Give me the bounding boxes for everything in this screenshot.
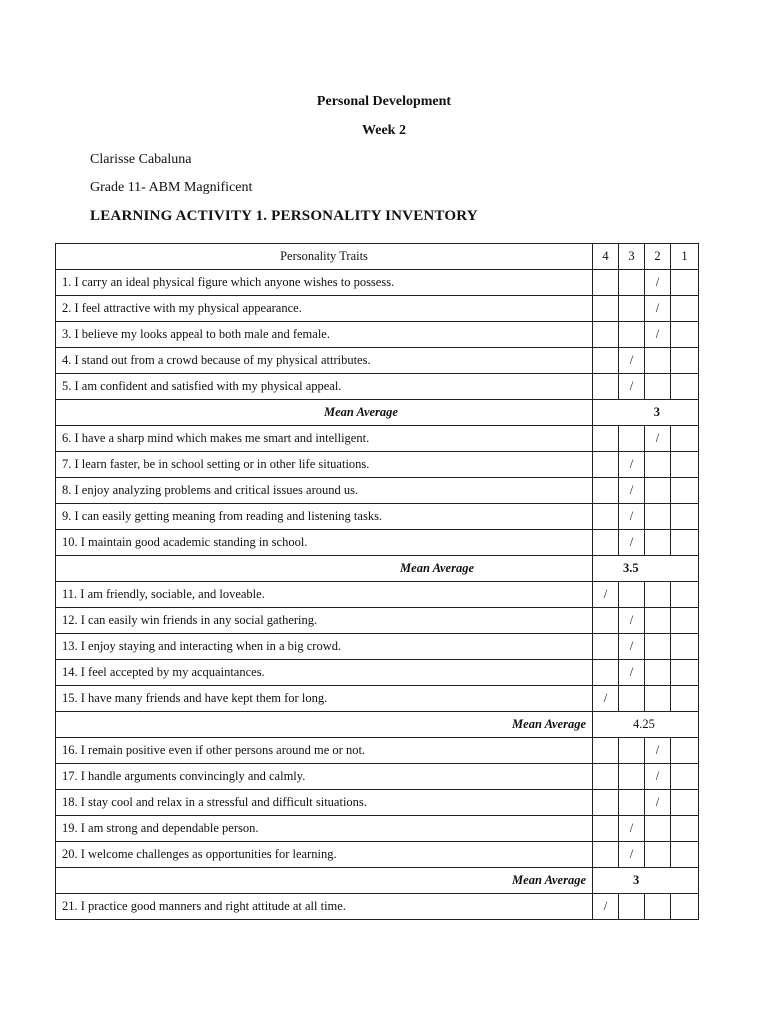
score-1-cell <box>671 426 699 452</box>
score-2-cell <box>645 530 671 556</box>
table-row <box>56 582 699 608</box>
score-1-cell <box>671 738 699 764</box>
trait-text: 13. I enjoy staying and interacting when in a big crowd. <box>56 634 593 660</box>
score-3-cell <box>619 764 645 790</box>
score-1-cell <box>671 634 699 660</box>
score-4-cell <box>593 478 619 504</box>
table-row <box>56 894 699 920</box>
score-4-cell <box>593 816 619 842</box>
table-row <box>56 374 699 400</box>
table-row <box>56 816 699 842</box>
score-2-check-mark: / <box>645 296 671 322</box>
mean-average-label: Mean Average <box>56 400 593 426</box>
score-3-check-mark: / <box>619 608 645 634</box>
score-2-header: 2 <box>645 244 671 270</box>
mean-average-value: 4.25 <box>593 712 699 738</box>
document-title: Personal Development <box>316 94 452 109</box>
mean-average-row <box>56 556 699 582</box>
table-row <box>56 478 699 504</box>
trait-text: 14. I feel accepted by my acquaintances. <box>56 660 593 686</box>
score-4-check-mark: / <box>593 894 619 920</box>
mean-average-value: 3.5 <box>593 556 699 582</box>
score-4-cell <box>593 426 619 452</box>
score-3-check-mark: / <box>619 452 645 478</box>
score-3-check-mark: / <box>619 660 645 686</box>
score-2-cell <box>645 686 671 712</box>
table-row <box>56 426 699 452</box>
score-2-check-mark: / <box>645 322 671 348</box>
score-2-check-mark: / <box>645 764 671 790</box>
score-4-cell <box>593 452 619 478</box>
score-4-cell <box>593 738 619 764</box>
trait-text: 1. I carry an ideal physical figure which anyone wishes to possess. <box>56 270 593 296</box>
score-3-cell <box>619 426 645 452</box>
score-3-check-mark: / <box>619 816 645 842</box>
score-4-check-mark: / <box>593 582 619 608</box>
trait-text: 2. I feel attractive with my physical appearance. <box>56 296 593 322</box>
score-3-cell <box>619 738 645 764</box>
score-3-check-mark: / <box>619 842 645 868</box>
score-2-cell <box>645 374 671 400</box>
score-3-header: 3 <box>619 244 645 270</box>
trait-text: 3. I believe my looks appeal to both male and female. <box>56 322 593 348</box>
trait-text: 11. I am friendly, sociable, and loveable. <box>56 582 593 608</box>
score-1-cell <box>671 270 699 296</box>
trait-text: 4. I stand out from a crowd because of my physical attributes. <box>56 348 593 374</box>
score-2-check-mark: / <box>645 738 671 764</box>
trait-text: 17. I handle arguments convincingly and calmly. <box>56 764 593 790</box>
score-4-check-mark: / <box>593 686 619 712</box>
table-row <box>56 634 699 660</box>
student-name: Clarisse Cabaluna <box>90 152 192 167</box>
score-1-cell <box>671 790 699 816</box>
score-4-cell <box>593 634 619 660</box>
score-2-cell <box>645 660 671 686</box>
score-3-cell <box>619 894 645 920</box>
score-2-cell <box>645 348 671 374</box>
score-3-check-mark: / <box>619 530 645 556</box>
score-1-cell <box>671 582 699 608</box>
score-2-check-mark: / <box>645 790 671 816</box>
score-1-cell <box>671 608 699 634</box>
score-1-cell <box>671 660 699 686</box>
score-4-cell <box>593 270 619 296</box>
score-1-cell <box>671 816 699 842</box>
score-3-cell <box>619 296 645 322</box>
score-2-cell <box>645 842 671 868</box>
score-4-cell <box>593 790 619 816</box>
mean-average-label: Mean Average <box>56 556 593 582</box>
table-row <box>56 270 699 296</box>
score-4-cell <box>593 608 619 634</box>
trait-text: 15. I have many friends and have kept them for long. <box>56 686 593 712</box>
table-row <box>56 660 699 686</box>
trait-text: 6. I have a sharp mind which makes me smart and intelligent. <box>56 426 593 452</box>
score-1-cell <box>671 374 699 400</box>
score-2-cell <box>645 478 671 504</box>
score-2-cell <box>645 582 671 608</box>
score-2-cell <box>645 894 671 920</box>
trait-text: 7. I learn faster, be in school setting or in other life situations. <box>56 452 593 478</box>
table-row <box>56 790 699 816</box>
score-4-cell <box>593 296 619 322</box>
personality-inventory-table <box>55 243 699 920</box>
mean-average-value: 3 <box>593 400 699 426</box>
trait-text: 16. I remain positive even if other persons around me or not. <box>56 738 593 764</box>
score-4-cell <box>593 660 619 686</box>
table-row <box>56 348 699 374</box>
score-1-cell <box>671 504 699 530</box>
score-3-check-mark: / <box>619 634 645 660</box>
mean-average-label: Mean Average <box>56 712 593 738</box>
score-3-cell <box>619 270 645 296</box>
score-3-check-mark: / <box>619 478 645 504</box>
score-3-check-mark: / <box>619 504 645 530</box>
score-1-cell <box>671 452 699 478</box>
score-4-header: 4 <box>593 244 619 270</box>
trait-text: 12. I can easily win friends in any social gathering. <box>56 608 593 634</box>
score-2-check-mark: / <box>645 426 671 452</box>
trait-text: 8. I enjoy analyzing problems and critical issues around us. <box>56 478 593 504</box>
table-row <box>56 530 699 556</box>
score-1-header: 1 <box>671 244 699 270</box>
score-2-cell <box>645 504 671 530</box>
trait-text: 21. I practice good manners and right attitude at all time. <box>56 894 593 920</box>
score-1-cell <box>671 842 699 868</box>
table-row <box>56 764 699 790</box>
score-4-cell <box>593 504 619 530</box>
trait-text: 19. I am strong and dependable person. <box>56 816 593 842</box>
mean-average-value: 3 <box>593 868 699 894</box>
score-3-cell <box>619 686 645 712</box>
mean-average-row <box>56 712 699 738</box>
table-row <box>56 296 699 322</box>
score-2-cell <box>645 634 671 660</box>
traits-column-header: Personality Traits <box>56 244 593 270</box>
trait-text: 5. I am confident and satisfied with my physical appeal. <box>56 374 593 400</box>
score-1-cell <box>671 764 699 790</box>
score-1-cell <box>671 530 699 556</box>
score-4-cell <box>593 322 619 348</box>
score-1-cell <box>671 686 699 712</box>
trait-text: 20. I welcome challenges as opportunities for learning. <box>56 842 593 868</box>
score-4-cell <box>593 348 619 374</box>
table-row <box>56 504 699 530</box>
score-4-cell <box>593 842 619 868</box>
score-3-cell <box>619 322 645 348</box>
score-3-check-mark: / <box>619 348 645 374</box>
activity-title: LEARNING ACTIVITY 1. PERSONALITY INVENTORY <box>90 208 478 224</box>
score-3-cell <box>619 582 645 608</box>
mean-average-row <box>56 868 699 894</box>
table-row <box>56 738 699 764</box>
score-2-cell <box>645 816 671 842</box>
mean-average-label: Mean Average <box>56 868 593 894</box>
score-2-check-mark: / <box>645 270 671 296</box>
score-4-cell <box>593 764 619 790</box>
table-row <box>56 452 699 478</box>
table-row <box>56 842 699 868</box>
score-3-check-mark: / <box>619 374 645 400</box>
table-body <box>56 270 699 920</box>
trait-text: 9. I can easily getting meaning from reading and listening tasks. <box>56 504 593 530</box>
score-2-cell <box>645 608 671 634</box>
trait-text: 10. I maintain good academic standing in school. <box>56 530 593 556</box>
table-row <box>56 322 699 348</box>
week-label: Week 2 <box>362 123 406 138</box>
score-1-cell <box>671 348 699 374</box>
table-row <box>56 608 699 634</box>
table-header-row <box>56 244 699 270</box>
score-4-cell <box>593 530 619 556</box>
score-1-cell <box>671 322 699 348</box>
table-row <box>56 686 699 712</box>
grade-section: Grade 11- ABM Magnificent <box>90 180 253 195</box>
score-1-cell <box>671 478 699 504</box>
mean-average-row <box>56 400 699 426</box>
score-1-cell <box>671 894 699 920</box>
score-3-cell <box>619 790 645 816</box>
score-1-cell <box>671 296 699 322</box>
trait-text: 18. I stay cool and relax in a stressful and difficult situations. <box>56 790 593 816</box>
score-2-cell <box>645 452 671 478</box>
score-4-cell <box>593 374 619 400</box>
